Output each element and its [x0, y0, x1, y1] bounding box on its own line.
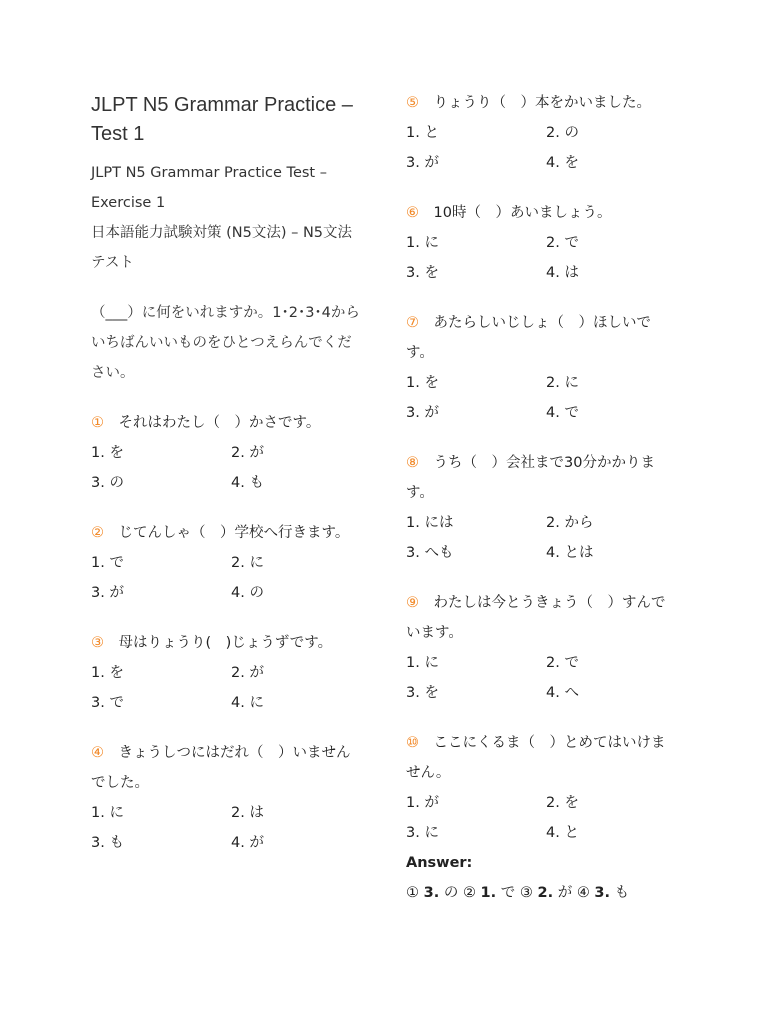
- question-5: [406, 88, 676, 178]
- japanese-title: 日本語能力試験対策 (N5文法) – N5文法テスト: [91, 225, 353, 271]
- answer-number: ③: [519, 885, 533, 901]
- question-text: あたらしいじしょ（ ）ほしいです。: [406, 315, 651, 361]
- question-text: きょうしつにはだれ（ ）いませんでした。: [91, 745, 351, 791]
- option-4: 4. が: [231, 835, 264, 851]
- option-2: 2. が: [231, 445, 264, 461]
- question-text: うち（ ）会社まで30分かかります。: [406, 455, 655, 501]
- option-3: 3. を: [406, 265, 439, 281]
- option-3: 3. が: [406, 155, 439, 171]
- option-2: 2. を: [546, 795, 579, 811]
- option-2: 2. は: [231, 805, 264, 821]
- option-3: 3. の: [91, 475, 124, 491]
- option-1: 1. に: [91, 805, 124, 821]
- question-text: 母はりょうり( )じょうずです。: [118, 635, 333, 651]
- question-number: ⑦: [406, 315, 419, 331]
- options: [406, 368, 676, 428]
- question-text: それはわたし（ ）かさです。: [118, 415, 321, 431]
- question-text: わたしは今とうきょう（ ）すんでいます。: [406, 595, 666, 641]
- question-6: [406, 198, 676, 288]
- options: [406, 648, 676, 708]
- question-number: ⑥: [406, 205, 419, 221]
- question-number: ④: [91, 745, 104, 761]
- option-4: 4. と: [546, 825, 579, 841]
- answer-heading: Answer:: [406, 855, 473, 871]
- option-3: 3. を: [406, 685, 439, 701]
- option-2: 2. に: [231, 555, 264, 571]
- option-4: 4. は: [546, 265, 579, 281]
- question-number: ①: [91, 415, 104, 431]
- options: [406, 508, 676, 568]
- option-2: 2. の: [546, 125, 579, 141]
- option-4: 4. も: [231, 475, 264, 491]
- option-1: 1. で: [91, 555, 124, 571]
- option-1: 1. が: [406, 795, 439, 811]
- question-number: ②: [91, 525, 104, 541]
- answer-number: ①: [406, 885, 419, 901]
- options: [406, 788, 676, 848]
- right-column: [406, 88, 676, 908]
- option-2: 2. に: [546, 375, 579, 391]
- option-1: 1. を: [91, 665, 124, 681]
- answer-text: も: [614, 885, 630, 901]
- question-text: じてんしゃ（ ）学校へ行きます。: [118, 525, 350, 541]
- answer-choice: 2.: [537, 885, 554, 901]
- answer-choice: 1.: [480, 885, 497, 901]
- option-3: 3. へも: [406, 545, 454, 561]
- question-10: [406, 728, 676, 848]
- subtitle: JLPT N5 Grammar Practice Test – Exercise 1: [91, 165, 327, 211]
- option-2: 2. から: [546, 515, 594, 531]
- options: [91, 658, 361, 718]
- options: [406, 228, 676, 288]
- answer-text: の: [443, 885, 459, 901]
- question-text: 10時（ ）あいましょう。: [433, 205, 612, 221]
- options: [406, 118, 676, 178]
- question-1: [91, 408, 361, 498]
- answer-choice: 3.: [423, 885, 440, 901]
- answer-text: で: [500, 885, 516, 901]
- question-number: ③: [91, 635, 104, 651]
- option-1: 1. には: [406, 515, 454, 531]
- option-2: 2. で: [546, 235, 579, 251]
- option-3: 3. で: [91, 695, 124, 711]
- question-number: ⑨: [406, 595, 419, 611]
- option-2: 2. が: [231, 665, 264, 681]
- option-3: 3. に: [406, 825, 439, 841]
- question-number: ⑩: [406, 735, 419, 751]
- option-1: 1. と: [406, 125, 439, 141]
- answer-number: ②: [462, 885, 476, 901]
- option-3: 3. も: [91, 835, 124, 851]
- question-7: [406, 308, 676, 428]
- question-number: ⑤: [406, 95, 419, 111]
- question-2: [91, 518, 361, 608]
- answer-line: [406, 878, 676, 908]
- question-text: りょうり（ ）本をかいました。: [433, 95, 651, 111]
- option-3: 3. が: [406, 405, 439, 421]
- question-4: [91, 738, 361, 858]
- question-number: ⑧: [406, 455, 419, 471]
- question-8: [406, 448, 676, 568]
- answer-text: が: [557, 885, 573, 901]
- option-3: 3. が: [91, 585, 124, 601]
- option-2: 2. で: [546, 655, 579, 671]
- option-1: 1. を: [91, 445, 124, 461]
- option-4: 4. へ: [546, 685, 579, 701]
- left-column: [91, 88, 361, 878]
- option-4: 4. に: [231, 695, 264, 711]
- option-1: 1. に: [406, 655, 439, 671]
- instructions: （___）に何をいれますか。1･2･3･4からいちばんいいものをひとつえらんでください。: [91, 305, 360, 381]
- option-4: 4. を: [546, 155, 579, 171]
- option-4: 4. で: [546, 405, 579, 421]
- options: [91, 548, 361, 608]
- answer-choice: 3.: [594, 885, 611, 901]
- option-1: 1. を: [406, 375, 439, 391]
- option-1: 1. に: [406, 235, 439, 251]
- question-3: [91, 628, 361, 718]
- answer-number: ④: [576, 885, 590, 901]
- options: [91, 438, 361, 498]
- page-title: JLPT N5 Grammar Practice – Test 1: [91, 94, 353, 145]
- option-4: 4. の: [231, 585, 264, 601]
- question-text: ここにくるま（ ）とめてはいけません。: [406, 735, 666, 781]
- question-9: [406, 588, 676, 708]
- options: [91, 798, 361, 858]
- option-4: 4. とは: [546, 545, 594, 561]
